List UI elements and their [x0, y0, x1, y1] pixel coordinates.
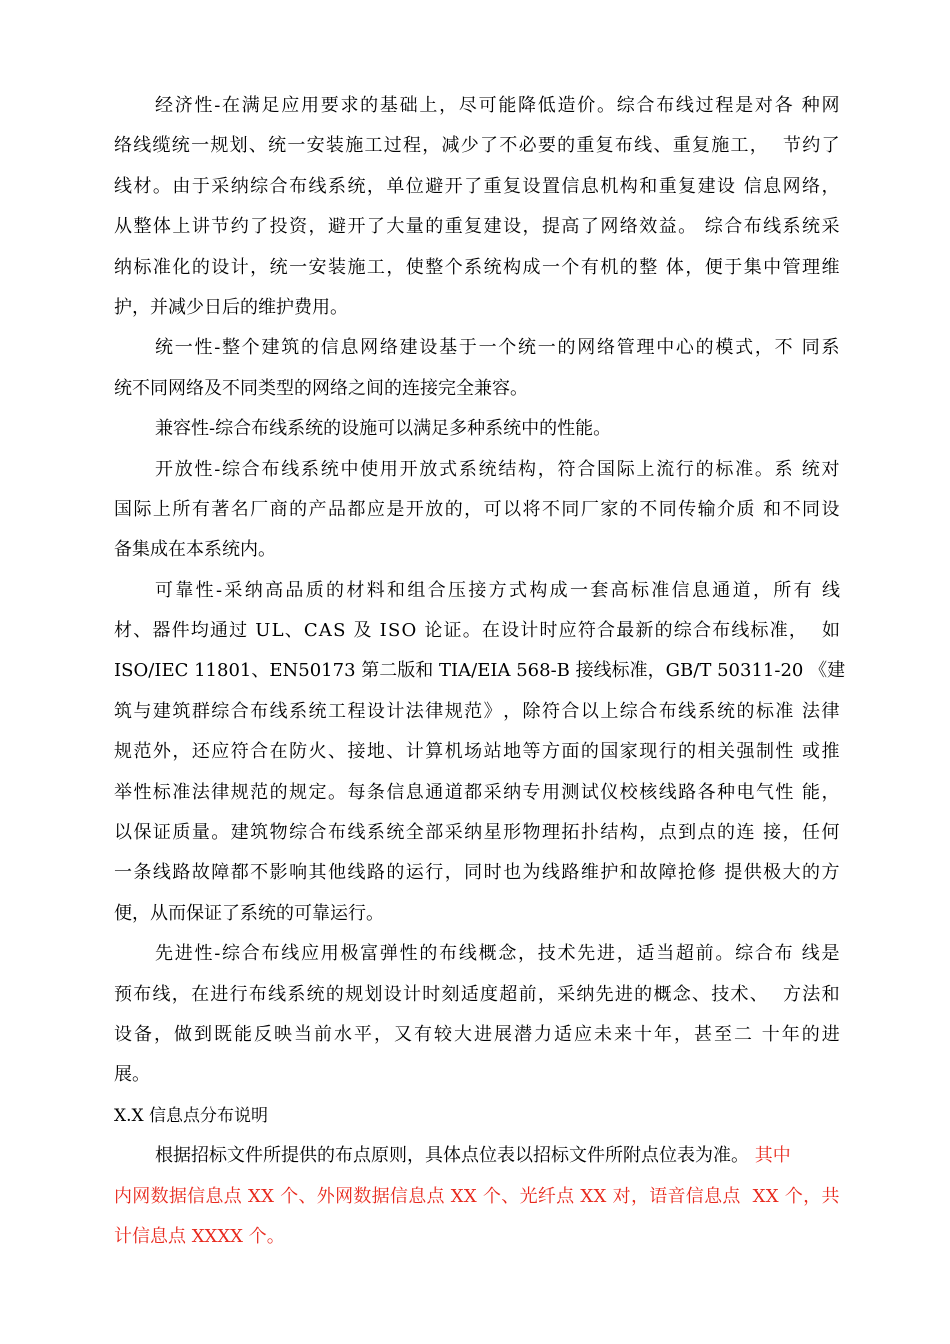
final-paragraph-line: [0, 1136, 950, 1176]
paragraph-reliability-line: 规 范 外 ， 还 应 符 合 在 防 火 、 接 地 、 计 算 机 场 站 地 等 方 面 的 国 家 现 行 的 相 关 强 制 性 或 推: [114, 741, 840, 763]
line-text: 统不同网络及不同类型的网络之间的连接完全兼容。: [114, 377, 528, 399]
paragraph-economy-line: 线 材 。 由 于 采 纳 综 合 布 线 系 统 ， 单 位 避 开 了 重 复 设 置 信 息 机 构 和 重 复 建 设 信 息 网 络 ，: [114, 175, 840, 197]
paragraph-reliability-line: 以 保 证 质 量 。 建 筑 物 综 合 布 线 系 统 全 部 采 纳 星 形 物 理 拓 扑 结 构 ， 点 到 点 的 连 接 ， 任 何: [114, 822, 840, 844]
document-body: [0, 86, 950, 1257]
line-text: 计信息点 XXXX 个。: [114, 1225, 285, 1247]
paragraph-uniformity-line: [0, 369, 950, 409]
paragraph-economy-line: 络 线 缆 统 一 规 划 、 统 一 安 装 施 工 过 程 ， 减 少 了 不 必 要 的 重 复 布 线 、 重 复 施 工 ， 节 约 了: [114, 135, 840, 157]
line-text: 兼容性-综合布线系统的设施可以满足多种系统中的性能。: [155, 418, 612, 440]
section-heading: [0, 1096, 950, 1136]
paragraph-reliability-line: 一 条 线 路 故 障 都 不 影 响 其 他 线 路 的 运 行 ， 同 时 也 为 线 路 维 护 和 故 障 抢 修 提 供 极 大 的 方: [114, 862, 840, 884]
paragraph-advancement-line: 预 布 线 ， 在 进 行 布 线 系 统 的 规 划 设 计 时 刻 适 度 超 前 ， 采 纳 先 进 的 概 念 、 技 术 、 方 法 和: [114, 983, 840, 1005]
paragraph-economy-line: [0, 288, 950, 328]
paragraph-economy-line: 从 整 体 上 讲 节 约 了 投 资 ， 避 开 了 大 量 的 重 复 建 设 ， 提 高 了 网 络 效 益 。 综 合 布 线 系 统 采: [114, 216, 840, 238]
paragraph-reliability-line: 筑 与 建 筑 群 综 合 布 线 系 统 工 程 设 计 法 律 规 范 》 ， 除 符 合 以 上 综 合 布 线 系 统 的 标 准 法 律: [114, 700, 840, 722]
final-paragraph-line: [0, 1217, 950, 1257]
final-paragraph-line: 内 网 数 据 信 息 点 X X 个 、 外 网 数 据 信 息 点 X X 个 、 光 纤 点 X X 对 ， 语 音 信 息 点 X X 个 ， 共: [114, 1185, 840, 1207]
paragraph-reliability-line: 举 性 标 准 法 律 规 范 的 规 定 。 每 条 信 息 通 道 都 采 纳 专 用 测 试 仪 校 核 线 路 各 种 电 气 性 能 ，: [114, 781, 840, 803]
paragraph-advancement-line: 设 备 ， 做 到 既 能 反 映 当 前 水 平 ， 又 有 较 大 进 展 潜 力 适 应 未 来 十 年 ， 甚 至 二 十 年 的 进: [114, 1023, 840, 1045]
paragraph-economy-line: 纳 标 准 化 的 设 计 ， 统 一 安 装 施 工 ， 使 整 个 系 统 构 成 一 个 有 机 的 整 体 ， 便 于 集 中 管 理 维: [114, 256, 840, 278]
paragraph-compatibility-line: [0, 409, 950, 449]
paragraph-openness-line: 开 放 性 - 综 合 布 线 系 统 中 使 用 开 放 式 系 统 结 构 ， 符 合 国 际 上 流 行 的 标 准 。 系 统 对: [155, 458, 840, 480]
line-text: 展。: [114, 1064, 150, 1086]
paragraph-uniformity-line: 统 一 性 - 整 个 建 筑 的 信 息 网 络 建 设 基 于 一 个 统 一 的 网 络 管 理 中 心 的 模 式 ， 不 同 系: [155, 337, 840, 359]
line-text: 护，并减少日后的维护费用。: [114, 296, 348, 318]
paragraph-advancement-line: [0, 1055, 950, 1095]
line-text: 备集成在本系统内。: [114, 539, 276, 561]
section-heading-text: X.X 信息点分布说明: [114, 1105, 269, 1126]
paragraph-reliability-line: 材 、 器 件 均 通 过 U L 、 C A S 及 I S O 论 证 。 在 设 计 时 应 符 合 最 新 的 综 合 布 线 标 准 ， 如: [114, 620, 840, 642]
highlighted-text: 其中: [749, 1145, 791, 1167]
paragraph-advancement-line: 先 进 性 - 综 合 布 线 应 用 极 富 弹 性 的 布 线 概 念 ， 技 术 先 进 ， 适 当 超 前 。 综 合 布 线 是: [155, 943, 840, 965]
line-text: 根据招标文件所提供的布点原则，具体点位表以招标文件所附点位表为准。: [155, 1145, 749, 1167]
line-text: 便，从而保证了系统的可靠运行。: [114, 902, 384, 924]
paragraph-reliability-line: [0, 894, 950, 934]
paragraph-openness-line: 国 际 上 所 有 著 名 厂 商 的 产 品 都 应 是 开 放 的 ， 可 以 将 不 同 厂 家 的 不 同 传 输 介 质 和 不 同 设: [114, 498, 840, 520]
paragraph-reliability-line: 可 靠 性 - 采 纳 高 品 质 的 材 料 和 组 合 压 接 方 式 构 成 一 套 高 标 准 信 息 通 道 ， 所 有 线: [155, 579, 840, 601]
paragraph-reliability-line: I S O / I E C 1 1 8 0 1 、 E N 5 0 1 7 3 第 二 版 和 T I A / E I A 5 6 8 - B 接 线 标 准 ， G B / T 5 0 3 1 1 - 2 0 《 建: [114, 660, 846, 682]
paragraph-economy-line: 经 济 性 - 在 满 足 应 用 要 求 的 基 础 上 ， 尽 可 能 降 低 造 价 。 综 合 布 线 过 程 是 对 各 种 网: [155, 95, 840, 116]
paragraph-openness-line: [0, 530, 950, 570]
